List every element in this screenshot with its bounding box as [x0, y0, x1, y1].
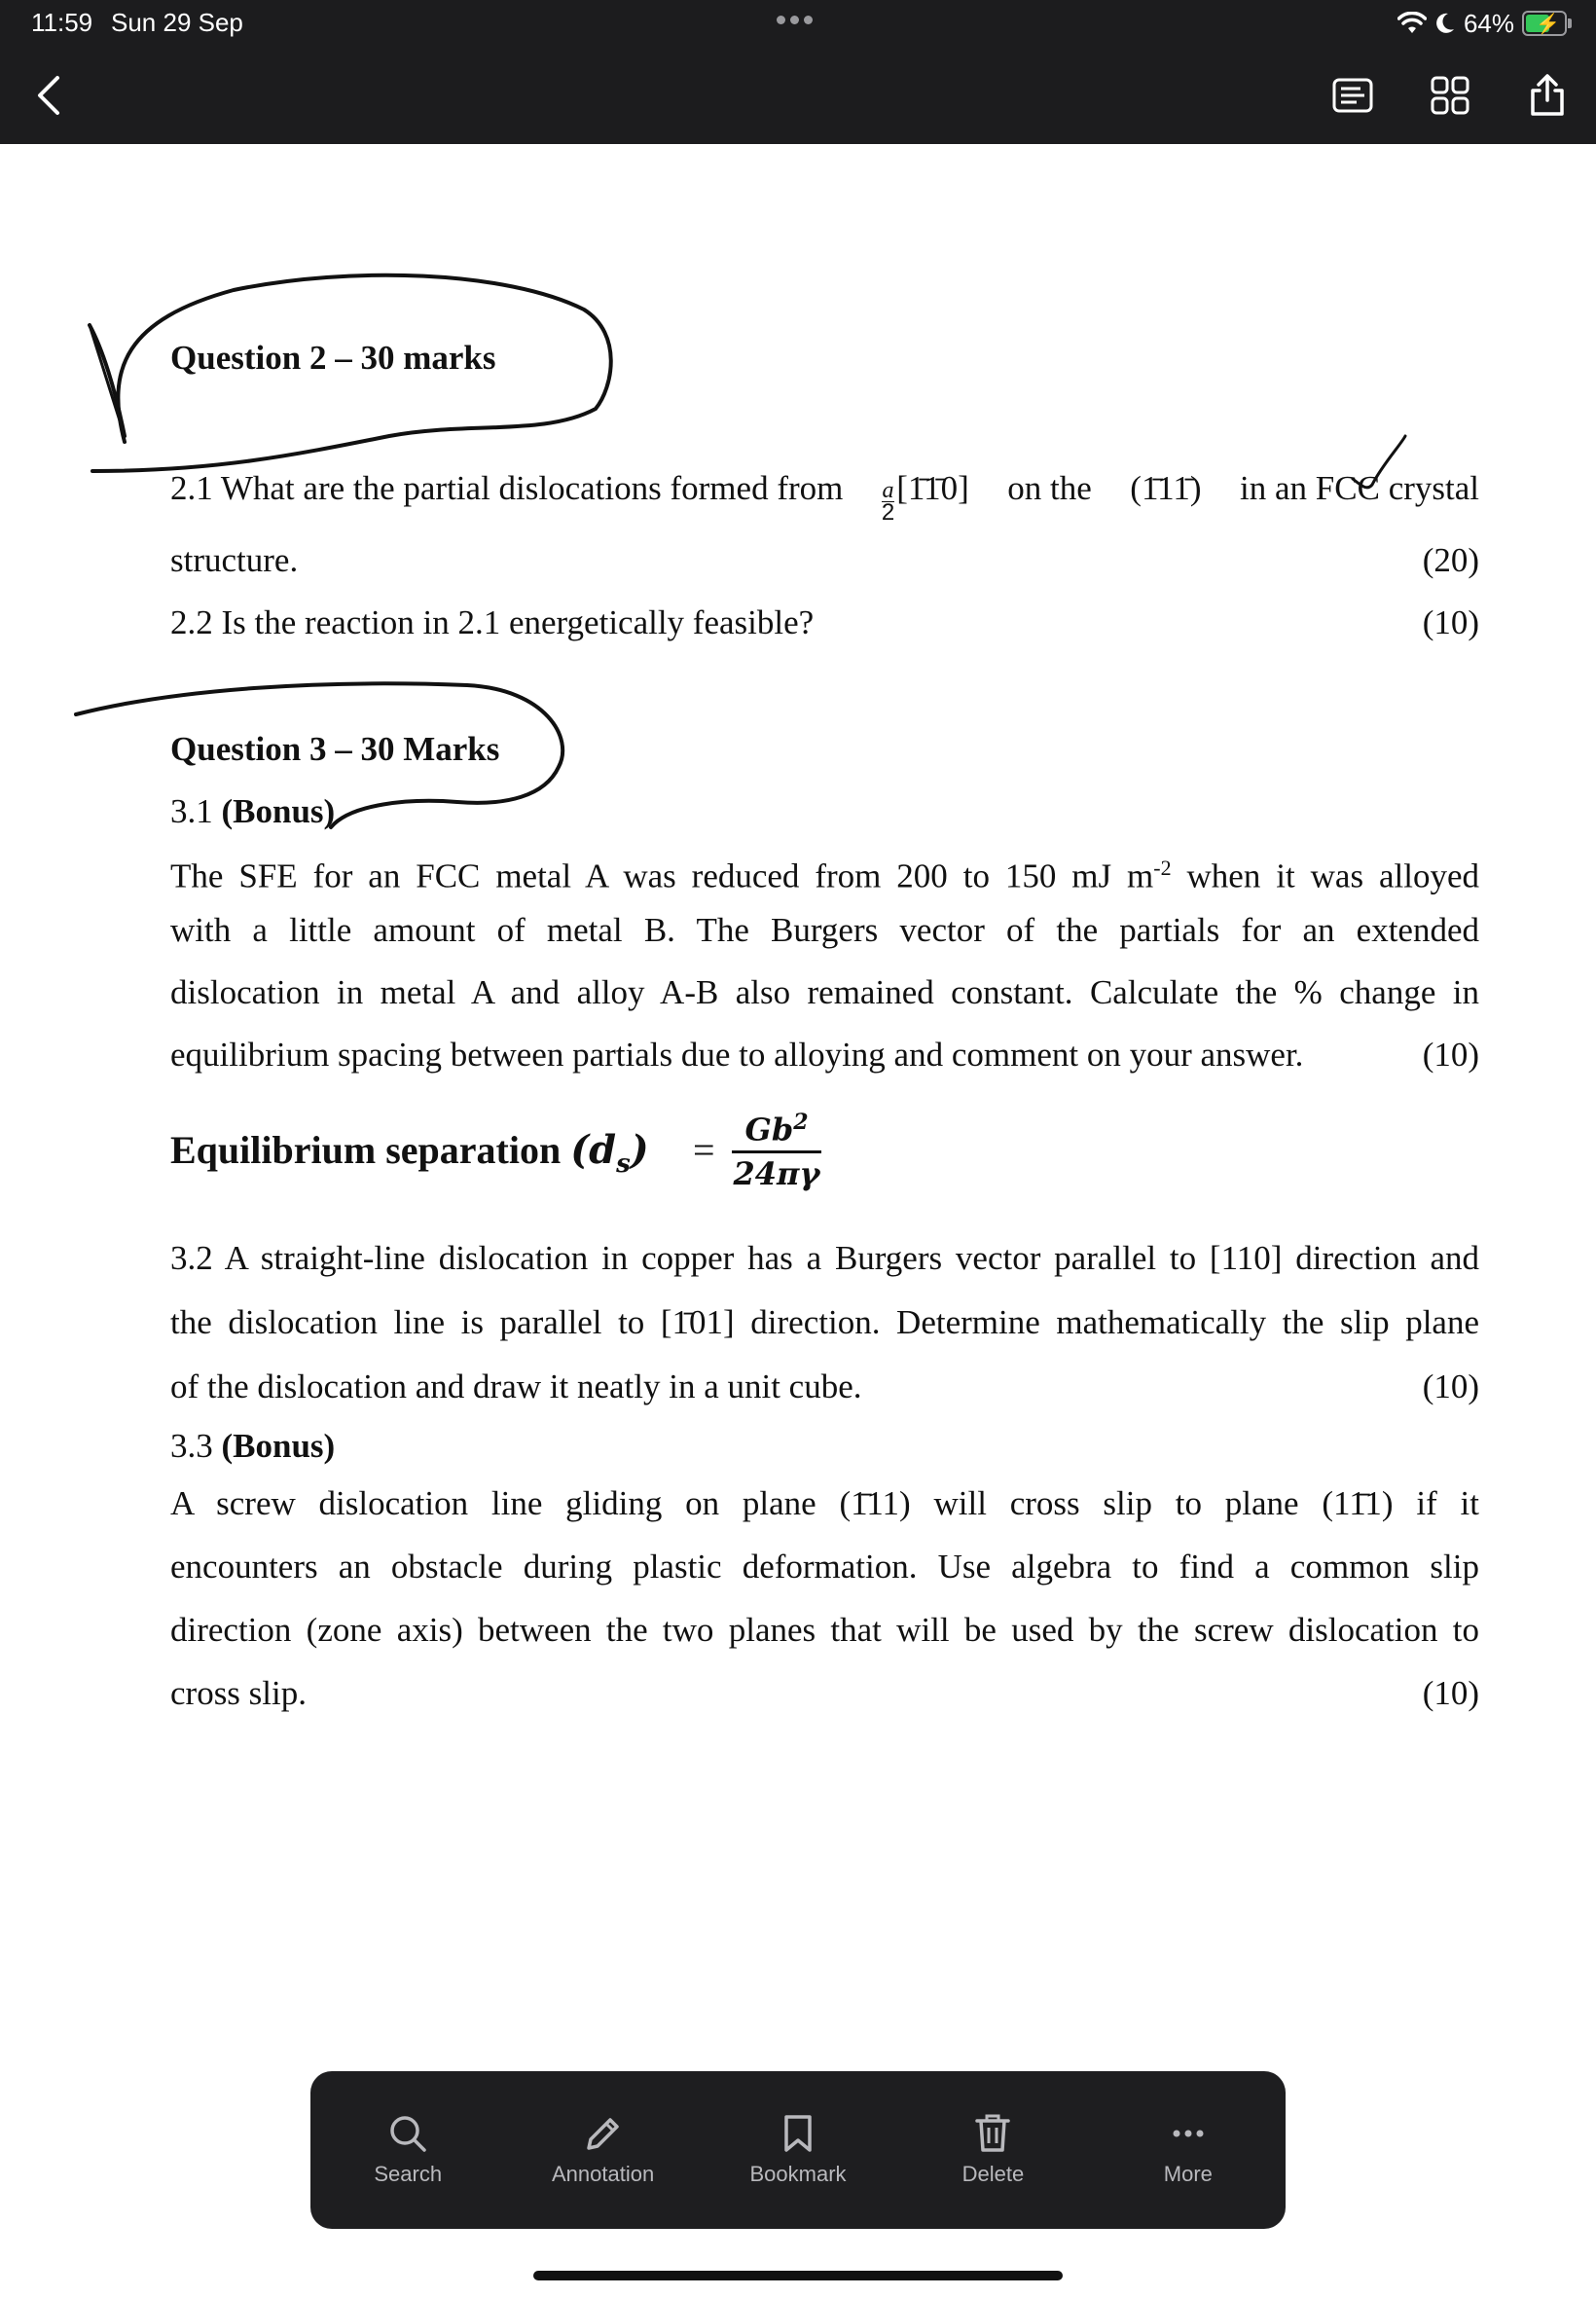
- question-2-1-text-d: structure.: [170, 541, 299, 579]
- ink-circle-question-2: [92, 275, 611, 471]
- formula-equals: =: [693, 1128, 715, 1172]
- question-3-1-line-3: dislocation in metal A and alloy A-B also remained constant. Calculate the % change in: [170, 973, 1479, 1011]
- formula-symbol-close: ): [630, 1127, 649, 1173]
- bookmark-icon: [781, 2113, 815, 2154]
- search-icon: [387, 2113, 428, 2154]
- reader-view-button[interactable]: [1325, 68, 1380, 123]
- formula-symbol-d: (d: [570, 1127, 617, 1173]
- pen-icon: [583, 2113, 624, 2154]
- question-3-2-line-3-text: of the dislocation and draw it neatly in a unit cube.: [170, 1367, 862, 1405]
- toolbar-more-label: More: [1163, 2162, 1213, 2186]
- formula-numerator-text: Gb: [744, 1111, 794, 1148]
- fraction-numerator: a: [882, 478, 894, 503]
- toolbar-bookmark-button[interactable]: [701, 2071, 895, 2229]
- question-3-3-line-3: direction (zone axis) between the two planes that will be used by the screw dislocation to: [170, 1611, 1479, 1649]
- top-bar: [0, 0, 1596, 144]
- formula-denominator: 24πγ: [733, 1154, 820, 1192]
- ink-tick-fcc: [1353, 436, 1405, 488]
- question-2-2-marks: (10): [1422, 603, 1479, 641]
- toolbar-search-button[interactable]: [310, 2071, 505, 2229]
- share-icon: [1528, 73, 1567, 118]
- question-3-1-line-4-text: equilibrium spacing between partials due to alloying and comment on your answer.: [170, 1036, 1304, 1074]
- toolbar-annotation-label: Annotation: [552, 2162, 655, 2186]
- question-2-2-text: 2.2 Is the reaction in 2.1 energetically feasible?: [170, 603, 815, 641]
- question-3-heading: Question 3 – 30 Marks: [170, 730, 500, 768]
- superscript-minus-2: -2: [1153, 856, 1172, 880]
- chevron-left-icon: [34, 74, 63, 117]
- question-2-1-text-a: 2.1 What are the partial dislocations formed from: [170, 469, 844, 507]
- question-3-3-paragraph: [170, 1472, 1479, 1725]
- wifi-icon: [1397, 12, 1427, 35]
- question-2-1-text-c: in an FCC crystal: [1240, 469, 1479, 507]
- question-3-2-line-1: 3.2 A straight-line dislocation in copper has a Burgers vector parallel to [110] direction and: [170, 1239, 1479, 1277]
- toolbar-annotation-button[interactable]: [505, 2071, 700, 2229]
- toolbar-more-button[interactable]: [1091, 2071, 1286, 2229]
- toolbar-bookmark-label: Bookmark: [749, 2162, 847, 2186]
- trash-icon: [974, 2113, 1011, 2154]
- question-3-2-marks: (10): [1422, 1367, 1479, 1405]
- status-indicators: [1397, 6, 1567, 41]
- toolbar-delete-button[interactable]: [895, 2071, 1090, 2229]
- multitasking-dots-icon[interactable]: [777, 12, 817, 29]
- question-3-1-marks: (10): [1422, 1036, 1479, 1074]
- fraction-denominator: 2: [881, 499, 895, 526]
- question-3-3-number: 3.3: [170, 1427, 213, 1465]
- text-document-icon: [1331, 76, 1374, 115]
- share-button[interactable]: [1520, 68, 1575, 123]
- question-3-1-line-1-end: when it was alloyed: [1186, 857, 1479, 895]
- question-3-3-line-1: A screw dislocation line gliding on plane (1̄11) will cross slip to plane (11̄1) if it: [170, 1484, 1479, 1522]
- ink-curve-question-3: [76, 683, 562, 827]
- question-3-1-line-2: with a little amount of metal B. The Burgers vector of the partials for an extended: [170, 911, 1479, 949]
- pdf-page[interactable]: [0, 144, 1596, 2297]
- formula-subscript: s: [616, 1149, 631, 1179]
- question-2-1-text-b: on the: [1007, 469, 1092, 507]
- question-3-2-line-3: [170, 1355, 1479, 1419]
- question-3-3-marks: (10): [1422, 1674, 1479, 1712]
- question-3-3-line-4-text: cross slip.: [170, 1674, 307, 1712]
- battery-percent: 64%: [1463, 8, 1514, 38]
- formula-numerator-sup: 2: [793, 1110, 809, 1135]
- battery-icon: ⚡: [1522, 11, 1567, 36]
- formula-label-text: Equilibrium separation: [170, 1128, 562, 1172]
- thumbnails-button[interactable]: [1423, 68, 1477, 123]
- question-3-3-line-2: encounters an obstacle during plastic deformation. Use algebra to find a common slip: [170, 1548, 1479, 1586]
- bottom-toolbar: [310, 2071, 1286, 2229]
- question-2-1-vector: [1̄1̄0]: [896, 469, 969, 507]
- question-3-1-bonus: (Bonus): [221, 792, 336, 830]
- back-button[interactable]: [21, 68, 76, 123]
- toolbar-search-label: Search: [374, 2162, 443, 2186]
- question-3-1-line-1-text: The SFE for an FCC metal A was reduced from 200 to 150 mJ m: [170, 857, 1154, 895]
- status-date: Sun 29 Sep: [111, 8, 243, 37]
- question-3-1-number: 3.1: [170, 792, 213, 830]
- more-icon: [1168, 2113, 1209, 2154]
- question-2-heading: Question 2 – 30 marks: [170, 339, 496, 377]
- toolbar-delete-label: Delete: [961, 2162, 1025, 2186]
- home-indicator[interactable]: [533, 2271, 1063, 2280]
- handwritten-annotations[interactable]: [0, 144, 1596, 1312]
- question-3-2-line-2: the dislocation line is parallel to [1̄01] direction. Determine mathematically the slip plane: [170, 1303, 1479, 1341]
- question-2-1-marks: (20): [1422, 541, 1479, 579]
- status-time: 11:59: [31, 8, 93, 37]
- moon-icon: [1434, 12, 1456, 35]
- question-2-1-plane: (1̄11̄): [1130, 469, 1202, 507]
- question-3-3-title: [170, 1427, 335, 1466]
- question-3-3-bonus: (Bonus): [221, 1427, 336, 1465]
- grid-icon: [1430, 75, 1470, 116]
- question-3-3-line-4: [170, 1661, 1479, 1725]
